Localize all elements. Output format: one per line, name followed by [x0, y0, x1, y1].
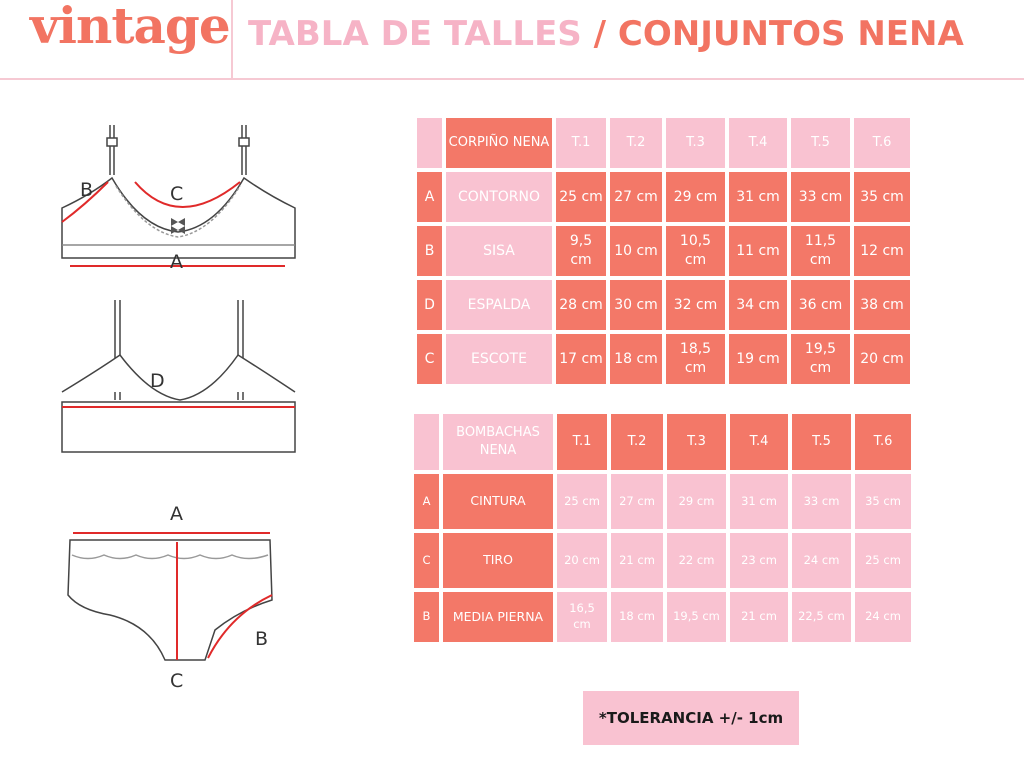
table-cell: 31 cm	[729, 172, 787, 222]
size-header: T.4	[730, 414, 788, 470]
table-cell: 10 cm	[610, 226, 662, 276]
table-cell: 19,5 cm	[791, 334, 850, 384]
size-header: T.5	[791, 118, 850, 168]
row-label: ESCOTE	[446, 334, 552, 384]
table-header-row	[417, 118, 910, 168]
row-letter: B	[414, 592, 439, 642]
brand-logo: vintage	[30, 0, 230, 55]
header-blank	[414, 414, 439, 470]
label-b: B	[80, 179, 94, 201]
label-c: C	[170, 183, 184, 205]
table-cell: 21 cm	[611, 533, 663, 588]
row-letter: B	[417, 226, 442, 276]
table-cell: 19,5 cm	[667, 592, 726, 642]
table-cell: 11,5 cm	[791, 226, 850, 276]
table-row	[417, 172, 910, 222]
size-header: T.6	[854, 118, 910, 168]
table-cell: 34 cm	[729, 280, 787, 330]
table-cell: 28 cm	[556, 280, 606, 330]
size-header: T.3	[666, 118, 725, 168]
table-cell: 20 cm	[854, 334, 910, 384]
table-cell: 25 cm	[556, 172, 606, 222]
table-cell: 17 cm	[556, 334, 606, 384]
size-header: T.2	[610, 118, 662, 168]
size-header: T.1	[556, 118, 606, 168]
table-cell: 11 cm	[729, 226, 787, 276]
table-cell: 9,5 cm	[556, 226, 606, 276]
table-cell: 24 cm	[792, 533, 851, 588]
table-cell: 25 cm	[557, 474, 607, 529]
row-label: TIRO	[443, 533, 553, 588]
table-cell: 33 cm	[791, 172, 850, 222]
header-divider	[231, 0, 233, 78]
table-cell: 29 cm	[667, 474, 726, 529]
table-cell: 10,5 cm	[666, 226, 725, 276]
table-row	[417, 226, 910, 276]
table-row	[414, 592, 911, 642]
corpino-header: CORPIÑO NENA	[446, 118, 552, 168]
bombacha-size-table	[410, 410, 915, 646]
page-title	[248, 14, 964, 54]
size-header: T.2	[611, 414, 663, 470]
row-label: SISA	[446, 226, 552, 276]
row-label: ESPALDA	[446, 280, 552, 330]
table-cell: 31 cm	[730, 474, 788, 529]
table-cell: 18 cm	[611, 592, 663, 642]
size-header: T.4	[729, 118, 787, 168]
row-letter: C	[414, 533, 439, 588]
label-panty-c: C	[170, 670, 184, 692]
row-letter: D	[417, 280, 442, 330]
table-header-row	[414, 414, 911, 470]
title-part-1: TABLA DE TALLES	[248, 14, 582, 54]
bombacha-header: BOMBACHAS NENA	[443, 414, 553, 470]
table-cell: 27 cm	[610, 172, 662, 222]
table-cell: 20 cm	[557, 533, 607, 588]
table-cell: 36 cm	[791, 280, 850, 330]
panty-illustration	[68, 540, 272, 660]
size-header: T.1	[557, 414, 607, 470]
table-row	[414, 533, 911, 588]
table-cell: 35 cm	[855, 474, 911, 529]
table-cell: 32 cm	[666, 280, 725, 330]
row-label: CINTURA	[443, 474, 553, 529]
table-cell: 21 cm	[730, 592, 788, 642]
table-cell: 27 cm	[611, 474, 663, 529]
tolerance-note: *TOLERANCIA +/- 1cm	[583, 691, 799, 745]
header	[0, 0, 1024, 80]
header-blank	[417, 118, 442, 168]
label-panty-a: A	[170, 503, 183, 525]
table-cell: 23 cm	[730, 533, 788, 588]
bra-back-illustration	[62, 300, 295, 452]
label-d: D	[150, 370, 165, 392]
label-panty-b: B	[255, 628, 269, 650]
table-cell: 22,5 cm	[792, 592, 851, 642]
table-cell: 30 cm	[610, 280, 662, 330]
table-cell: 24 cm	[855, 592, 911, 642]
row-label: MEDIA PIERNA	[443, 592, 553, 642]
table-cell: 18,5 cm	[666, 334, 725, 384]
size-header: T.3	[667, 414, 726, 470]
row-letter: C	[417, 334, 442, 384]
size-header: T.5	[792, 414, 851, 470]
table-cell: 12 cm	[854, 226, 910, 276]
size-header: T.6	[855, 414, 911, 470]
garment-diagrams	[40, 110, 300, 700]
table-cell: 25 cm	[855, 533, 911, 588]
corpino-size-table	[413, 114, 914, 388]
row-letter: A	[414, 474, 439, 529]
label-a: A	[170, 251, 183, 273]
table-cell: 33 cm	[792, 474, 851, 529]
table-cell: 38 cm	[854, 280, 910, 330]
table-cell: 35 cm	[854, 172, 910, 222]
table-cell: 22 cm	[667, 533, 726, 588]
table-row	[414, 474, 911, 529]
title-part-2: / CONJUNTOS NENA	[593, 14, 964, 54]
table-cell: 29 cm	[666, 172, 725, 222]
row-letter: A	[417, 172, 442, 222]
table-cell: 18 cm	[610, 334, 662, 384]
row-label: CONTORNO	[446, 172, 552, 222]
table-cell: 16,5 cm	[557, 592, 607, 642]
table-row	[417, 280, 910, 330]
table-row	[417, 334, 910, 384]
table-cell: 19 cm	[729, 334, 787, 384]
